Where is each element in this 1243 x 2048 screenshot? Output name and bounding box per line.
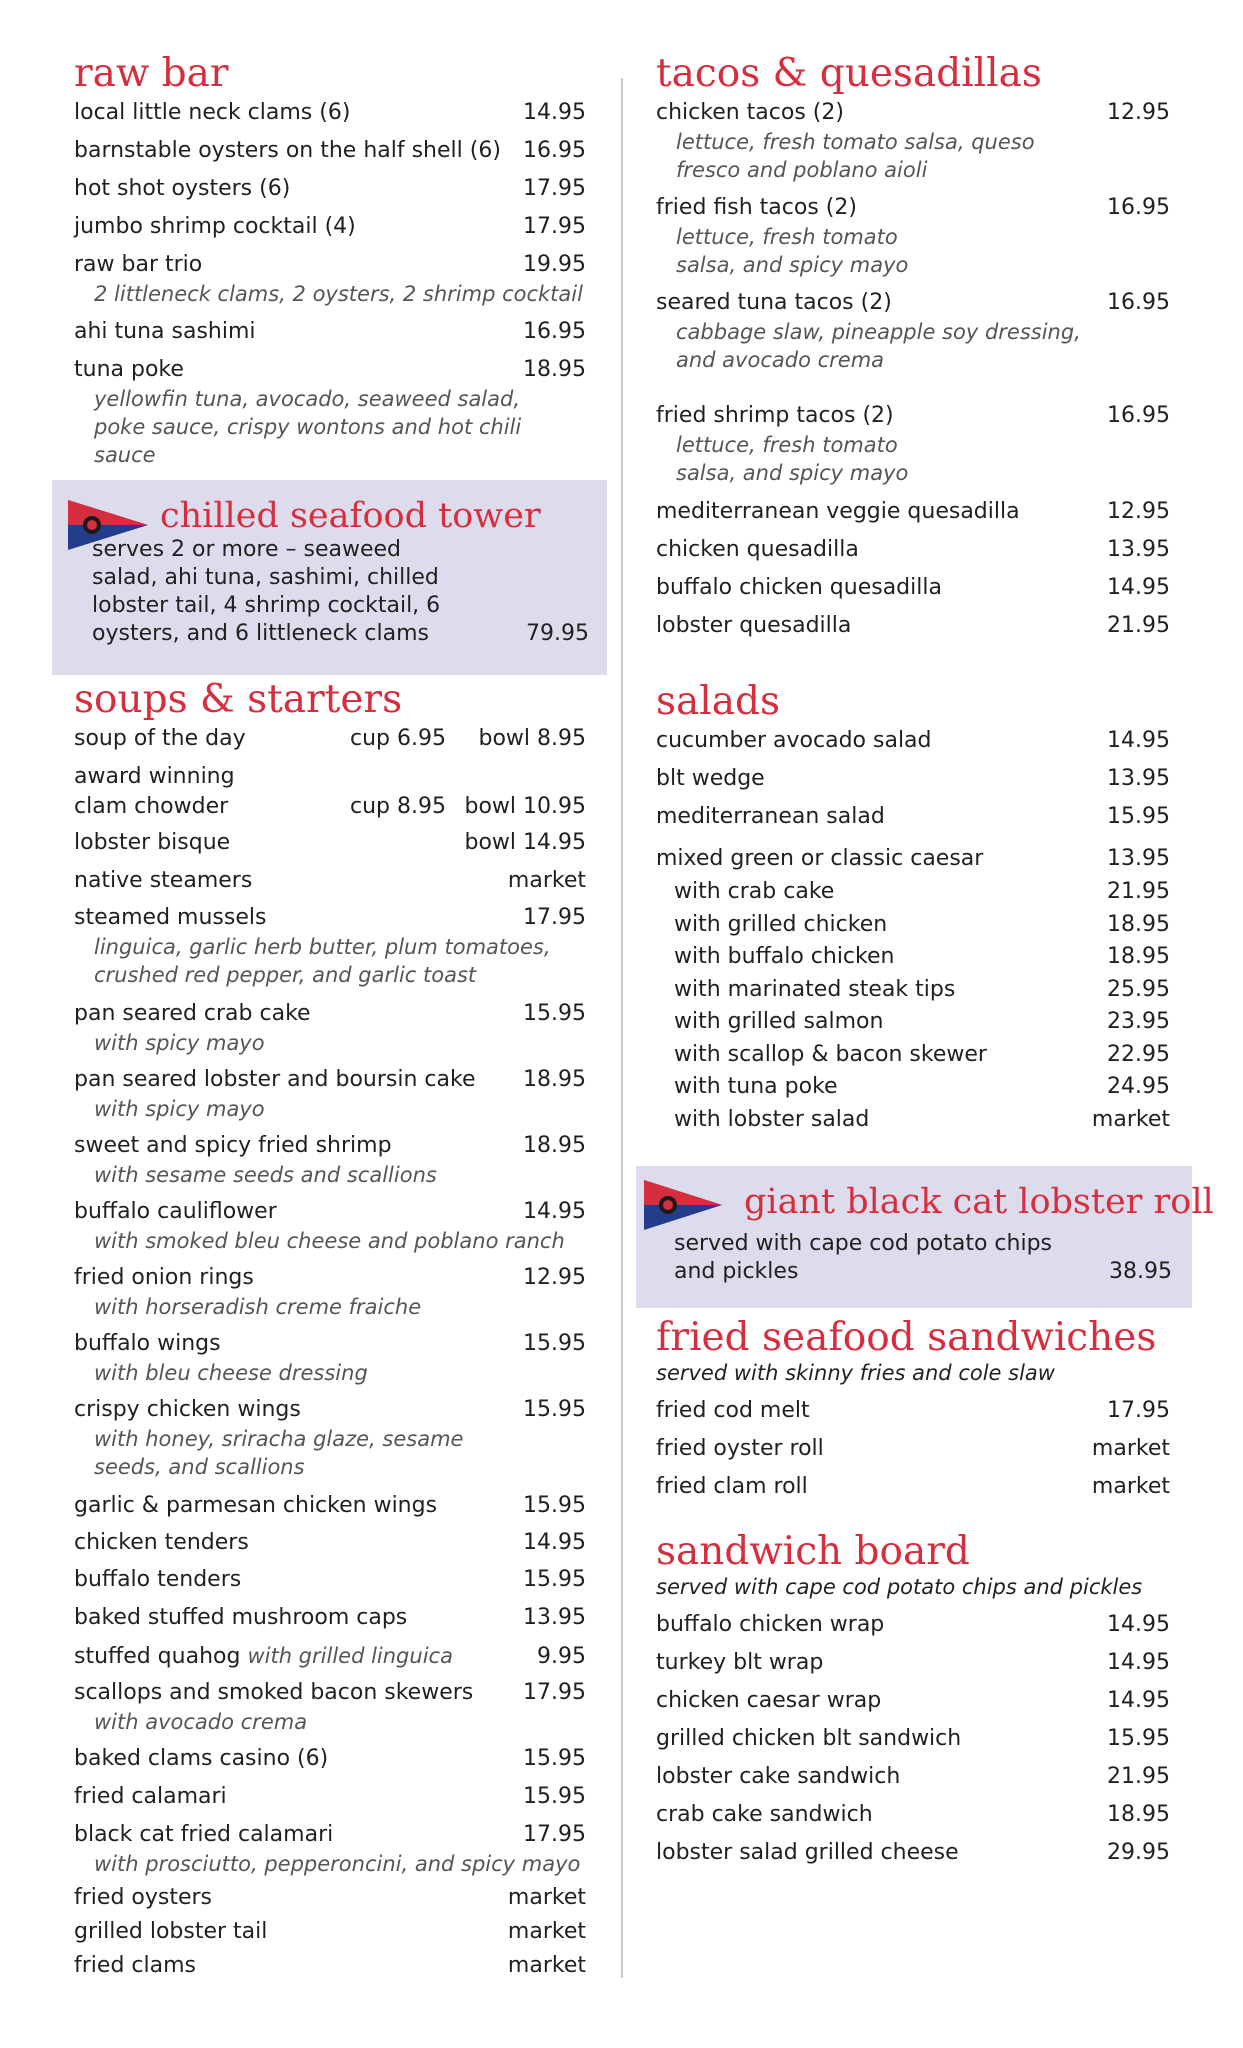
item-price: 15.95 xyxy=(523,1493,586,1518)
item-name: mediterranean salad xyxy=(656,804,885,829)
salads-section xyxy=(656,680,1170,1136)
fried-seafood-subtitle: served with skinny fries and cole slaw xyxy=(656,1361,1055,1385)
item-name: baked clams casino (6) xyxy=(74,1746,329,1771)
item-description: cabbage slaw, pineapple soy dressing, and avocado crema xyxy=(676,320,1081,372)
item-name: native steamers xyxy=(74,868,253,893)
item-price: 13.95 xyxy=(523,1605,586,1630)
item-name: barnstable oysters on the half shell (6) xyxy=(74,138,501,163)
item-description: lettuce, fresh tomato salsa, queso fresco and poblano aioli xyxy=(676,130,1035,182)
item-price: 21.95 xyxy=(1107,613,1170,638)
item-name: buffalo tenders xyxy=(74,1567,242,1592)
item-description: lettuce, fresh tomato salsa, and spicy mayo xyxy=(676,433,909,485)
item-name: lobster cake sandwich xyxy=(656,1764,901,1789)
item-description: with honey, sriracha glaze, sesame seeds, and scallions xyxy=(94,1427,464,1479)
item-name: fried cod melt xyxy=(656,1398,810,1423)
menu-item xyxy=(74,250,586,317)
pennant-flag-icon xyxy=(644,1180,722,1230)
item-price: 12.95 xyxy=(1107,100,1170,125)
item-name: sweet and spicy fried shrimp xyxy=(74,1133,392,1158)
addon-item: with marinated steak tips 25.95 xyxy=(674,976,1170,1002)
menu-item xyxy=(74,1565,586,1603)
item-description: with avocado crema xyxy=(94,1710,308,1734)
menu-item xyxy=(74,1782,586,1820)
item-name: chicken quesadilla xyxy=(656,537,859,562)
item-price: 17.95 xyxy=(523,1822,586,1847)
item-price: 15.95 xyxy=(523,1331,586,1356)
item-name: fried calamari xyxy=(74,1784,227,1809)
item-price: 16.95 xyxy=(1107,290,1170,315)
seafood-tower-price: 79.95 xyxy=(526,621,589,646)
menu-item xyxy=(656,1762,1170,1800)
menu-item xyxy=(656,844,1170,876)
item-name: chicken caesar wrap xyxy=(656,1688,882,1713)
item-description: with smoked bleu cheese and poblano ranch xyxy=(94,1229,565,1253)
item-price: 16.95 xyxy=(523,319,586,344)
item-price: 14.95 xyxy=(1107,728,1170,753)
item-price: 15.95 xyxy=(523,1567,586,1592)
menu-item xyxy=(74,1641,586,1678)
menu-item xyxy=(656,573,1170,611)
item-name: fried clams xyxy=(74,1953,196,1978)
addon-item: with grilled chicken 18.95 xyxy=(674,911,1170,937)
fried-seafood-sandwiches-section xyxy=(656,1316,1170,1510)
item-name: buffalo wings xyxy=(74,1331,221,1356)
item-price: market xyxy=(507,1919,586,1944)
menu-item xyxy=(656,611,1170,649)
item-name: black cat fried calamari xyxy=(74,1822,334,1847)
menu-item xyxy=(74,1883,586,1917)
item-price: 14.95 xyxy=(523,100,586,125)
item-price: 12.95 xyxy=(523,1265,586,1290)
seafood-tower-title: chilled seafood tower xyxy=(160,496,541,536)
menu-item xyxy=(656,288,1170,401)
item-price: 17.95 xyxy=(523,1680,586,1705)
menu-item xyxy=(656,401,1170,497)
item-price: market xyxy=(1091,1474,1170,1499)
cup-price: cup 8.95 xyxy=(350,794,446,819)
menu-item xyxy=(74,1744,586,1782)
bowl-price: bowl 8.95 xyxy=(478,726,586,751)
item-price: 15.95 xyxy=(1107,1726,1170,1751)
menu-item xyxy=(74,1917,586,1951)
item-description: with spicy mayo xyxy=(94,1097,265,1121)
item-name: ahi tuna sashimi xyxy=(74,319,256,344)
soups-starters-title: soups & starters xyxy=(74,677,403,722)
item-description: yellowfin tuna, avocado, seaweed salad, poke sauce, crispy wontons and hot chili sauce xyxy=(94,387,522,467)
soups-starters-section xyxy=(74,678,586,1985)
menu-item xyxy=(74,866,586,903)
addon-item: with lobster salad market xyxy=(674,1106,1170,1132)
item-name: buffalo cauliflower xyxy=(74,1199,277,1224)
item-price: 16.95 xyxy=(1107,195,1170,220)
menu-item xyxy=(74,999,586,1065)
item-price: 15.95 xyxy=(523,1397,586,1422)
item-name: chicken tacos (2) xyxy=(656,100,844,125)
item-name: jumbo shrimp cocktail (4) xyxy=(74,214,356,239)
item-price: 14.95 xyxy=(1107,1650,1170,1675)
lobster-roll-title: giant black cat lobster roll xyxy=(744,1182,1214,1222)
addon-item: with tuna poke 24.95 xyxy=(674,1074,1170,1099)
menu-item xyxy=(656,1610,1170,1648)
menu-item xyxy=(656,726,1170,764)
menu-item xyxy=(74,828,586,866)
menu-item xyxy=(74,1491,586,1528)
item-price: 17.95 xyxy=(523,214,586,239)
item-name: soup of the day xyxy=(74,726,246,751)
tacos-quesadillas-section xyxy=(656,52,1170,649)
item-price: 16.95 xyxy=(1107,403,1170,428)
item-price: market xyxy=(507,1953,586,1978)
item-name: buffalo chicken wrap xyxy=(656,1612,885,1637)
item-name: pan seared crab cake xyxy=(74,1001,311,1026)
item-price: 16.95 xyxy=(523,138,586,163)
item-name: fried shrimp tacos (2) xyxy=(656,403,894,428)
item-price: 14.95 xyxy=(1107,1612,1170,1637)
menu-item xyxy=(74,1528,586,1565)
item-name: mediterranean veggie quesadilla xyxy=(656,499,1020,524)
item-price: 14.95 xyxy=(523,1199,586,1224)
menu-item xyxy=(656,764,1170,802)
menu-item xyxy=(656,1396,1170,1434)
item-name: baked stuffed mushroom caps xyxy=(74,1605,408,1630)
sandwich-board-title: sandwich board xyxy=(656,1529,970,1574)
menu-item xyxy=(74,212,586,250)
menu-item xyxy=(656,497,1170,535)
item-name: pan seared lobster and boursin cake xyxy=(74,1067,476,1092)
item-price: 14.95 xyxy=(1107,1688,1170,1713)
menu-item xyxy=(74,1603,586,1641)
item-price: 13.95 xyxy=(1107,766,1170,791)
menu-item xyxy=(74,1395,586,1491)
item-price: 15.95 xyxy=(1107,804,1170,829)
menu-item xyxy=(74,903,586,999)
raw-bar-section xyxy=(74,52,586,469)
item-name: grilled lobster tail xyxy=(74,1919,268,1944)
item-name: buffalo chicken quesadilla xyxy=(656,575,942,600)
bowl-price: bowl 14.95 xyxy=(464,830,586,855)
menu-item xyxy=(74,1197,586,1263)
item-price: 18.95 xyxy=(523,1067,586,1092)
item-price: market xyxy=(507,868,586,893)
menu-item xyxy=(656,535,1170,573)
menu-item xyxy=(74,1329,586,1395)
menu-item xyxy=(74,762,586,828)
item-price: market xyxy=(507,1885,586,1910)
menu-item xyxy=(656,1800,1170,1838)
cup-price: cup 6.95 xyxy=(350,726,446,751)
lobster-roll-description: served with cape cod potato chips and pickles xyxy=(674,1231,1052,1284)
item-description: lettuce, fresh tomato salsa, and spicy mayo xyxy=(676,225,909,277)
bowl-price: bowl 10.95 xyxy=(464,794,586,819)
fried-seafood-title: fried seafood sandwiches xyxy=(656,1315,1157,1360)
column-divider xyxy=(621,78,623,1978)
item-price: 9.95 xyxy=(537,1644,586,1669)
item-price: 17.95 xyxy=(523,176,586,201)
item-name: crab cake sandwich xyxy=(656,1802,873,1827)
menu-item xyxy=(656,1472,1170,1510)
item-name: steamed mussels xyxy=(74,905,267,930)
sandwich-board-section xyxy=(656,1530,1170,1876)
menu-item xyxy=(74,98,586,136)
item-name: tuna poke xyxy=(74,357,184,382)
menu-item xyxy=(656,98,1170,193)
item-name: fried oyster roll xyxy=(656,1436,824,1461)
item-price: 17.95 xyxy=(523,905,586,930)
menu-item xyxy=(656,1434,1170,1472)
item-name: raw bar trio xyxy=(74,252,203,277)
item-name: lobster bisque xyxy=(74,830,231,855)
menu-item xyxy=(74,355,586,469)
item-price: 14.95 xyxy=(1107,575,1170,600)
item-name: fried fish tacos (2) xyxy=(656,195,857,220)
item-price: 12.95 xyxy=(1107,499,1170,524)
item-name: cucumber avocado salad xyxy=(656,728,932,753)
item-price: 18.95 xyxy=(1107,1802,1170,1827)
item-price: 18.95 xyxy=(523,357,586,382)
salads-title: salads xyxy=(656,679,780,724)
menu-item xyxy=(74,1131,586,1197)
item-name: scallops and smoked bacon skewers xyxy=(74,1680,474,1705)
item-name: lobster quesadilla xyxy=(656,613,852,638)
item-name: seared tuna tacos (2) xyxy=(656,290,892,315)
item-name: turkey blt wrap xyxy=(656,1650,824,1675)
item-description: with sesame seeds and scallions xyxy=(94,1163,437,1187)
item-price: 15.95 xyxy=(523,1746,586,1771)
item-name: local little neck clams (6) xyxy=(74,100,351,125)
item-inline-description: with grilled linguica xyxy=(247,1644,453,1668)
item-name: garlic & parmesan chicken wings xyxy=(74,1493,438,1518)
item-name: hot shot oysters (6) xyxy=(74,176,291,201)
item-price: 14.95 xyxy=(523,1530,586,1555)
menu-item xyxy=(74,724,586,762)
item-price: 17.95 xyxy=(1107,1398,1170,1423)
menu-item xyxy=(74,174,586,212)
addon-item: with scallop & bacon skewer 22.95 xyxy=(674,1041,1170,1067)
item-description: with horseradish creme fraiche xyxy=(94,1295,422,1319)
item-name: mixed green or classic caesar xyxy=(656,846,984,871)
item-price: 21.95 xyxy=(1107,1764,1170,1789)
item-price: 19.95 xyxy=(523,252,586,277)
item-name: stuffed quahog xyxy=(74,1644,241,1669)
addon-item: with crab cake 21.95 xyxy=(674,879,1170,904)
menu-item xyxy=(656,1686,1170,1724)
menu-item xyxy=(656,1724,1170,1762)
raw-bar-title: raw bar xyxy=(74,51,229,96)
menu-item xyxy=(74,1820,586,1883)
item-price: 18.95 xyxy=(523,1133,586,1158)
menu-item xyxy=(74,136,586,174)
item-price: market xyxy=(1091,1436,1170,1461)
item-name: blt wedge xyxy=(656,766,765,791)
seafood-tower-description: serves 2 or more – seaweed salad, ahi tuna, sashimi, chilled lobster tail, 4 shrimp cocktail, 6 oysters, and 6 littleneck clams xyxy=(92,537,441,646)
item-price: 29.95 xyxy=(1107,1840,1170,1865)
menu-item xyxy=(74,317,586,355)
item-description: with prosciutto, pepperoncini, and spicy mayo xyxy=(94,1852,581,1876)
item-description: linguica, garlic herb butter, plum tomatoes, crushed red pepper, and garlic toast xyxy=(94,935,551,987)
sandwich-board-subtitle: served with cape cod potato chips and pickles xyxy=(656,1575,1143,1599)
item-description: with bleu cheese dressing xyxy=(94,1361,368,1385)
tacos-quesadillas-title: tacos & quesadillas xyxy=(656,51,1042,96)
item-price: 15.95 xyxy=(523,1001,586,1026)
lobster-roll-box xyxy=(636,1166,1214,1308)
item-price: 13.95 xyxy=(1107,846,1170,871)
menu-item xyxy=(656,802,1170,844)
menu-item xyxy=(74,1678,586,1744)
salad-addons xyxy=(656,876,1170,1136)
addon-item: with grilled salmon 23.95 xyxy=(674,1009,1170,1034)
menu-item xyxy=(74,1951,586,1985)
lobster-roll-price: 38.95 xyxy=(1109,1259,1172,1284)
item-name: fried onion rings xyxy=(74,1265,254,1290)
item-description: with spicy mayo xyxy=(94,1031,265,1055)
menu-item xyxy=(656,1838,1170,1876)
menu-item xyxy=(656,1648,1170,1686)
addon-item: with buffalo chicken 18.95 xyxy=(674,944,1170,969)
item-price: 13.95 xyxy=(1107,537,1170,562)
menu-item xyxy=(656,193,1170,288)
item-name: fried clam roll xyxy=(656,1474,808,1499)
menu-item xyxy=(74,1263,586,1329)
item-name: chicken tenders xyxy=(74,1530,249,1555)
item-price: 15.95 xyxy=(523,1784,586,1809)
item-name: fried oysters xyxy=(74,1885,213,1910)
item-name: award winning clam chowder xyxy=(74,764,235,819)
item-name: crispy chicken wings xyxy=(74,1397,301,1422)
menu-item xyxy=(74,1065,586,1131)
item-name: grilled chicken blt sandwich xyxy=(656,1726,962,1751)
item-description: 2 littleneck clams, 2 oysters, 2 shrimp cocktail xyxy=(94,282,583,306)
item-name: lobster salad grilled cheese xyxy=(656,1840,959,1865)
seafood-tower-box xyxy=(52,480,607,675)
